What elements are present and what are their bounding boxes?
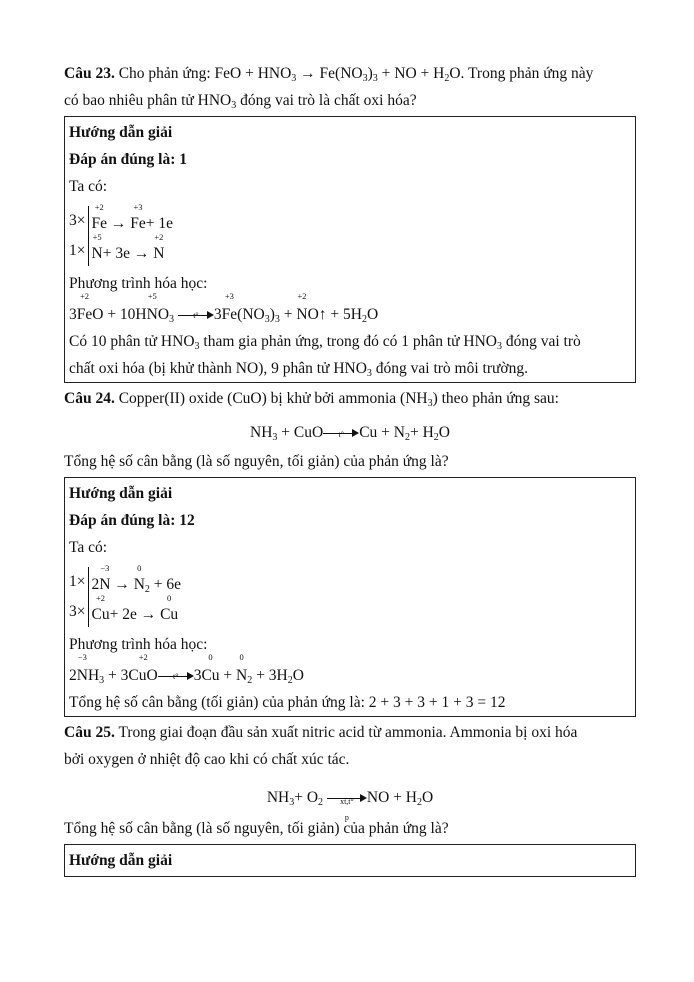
q23-electron-balance: 3× 1× +2 Fe → +3 Fe+ 1e +5 N+ 3e → +2 N <box>69 206 629 266</box>
q23-taco: Ta có: <box>69 178 108 195</box>
q24-balance-row-2: +2 Cu+ 2e → 0 Cu <box>91 593 179 623</box>
reaction-arrow: xt,t° p <box>327 793 367 803</box>
reaction-arrow: t° <box>323 428 359 438</box>
q24-balance-row-1: 2 −3 N → 0 $N_2 + 6e$ <box>91 563 182 595</box>
q24-solution-title: Hướng dẫn giải <box>69 485 173 502</box>
reaction-arrow: t° <box>178 310 214 320</box>
q23-label: Câu 23. <box>64 65 115 82</box>
q23-solution-title: Hướng dẫn giải <box>69 124 173 141</box>
q24-solution-box <box>64 477 636 717</box>
reaction-arrow: t° <box>158 671 194 681</box>
q24-pthh-label: Phương trình hóa học: <box>69 636 208 653</box>
q25-solution-box <box>64 844 636 877</box>
q23-conclusion-1: Có 10 phân tử $HNO_3$ tham gia phản ứng, trong đó có 1 phân tử $HNO_3$ đóng vai trò <box>69 333 581 352</box>
q24-taco: Ta có: <box>69 539 108 556</box>
q24-sum: Tổng hệ số cân bằng (tối giản) của phản ứng là: 2 + 3 + 3 + 1 + 3 = 12 <box>69 694 506 711</box>
q23-balance-row-2: +5 N+ 3e → +2 N <box>91 232 165 262</box>
q24-electron-balance: 1× 3× 2 −3 N → 0 $N_2 + 6e$ +2 Cu+ 2e → 0 Cu <box>69 567 629 627</box>
q24-line1: Câu 24. Copper(II) oxide (CuO) bị khử bởi ammonia $(NH_3)$ theo phản ứng sau: <box>64 390 559 409</box>
q25-line2: bởi oxygen ở nhiệt độ cao khi có chất xúc tác. <box>64 751 350 768</box>
q23-equation: 3 +2 FeO + 10H +5 $NO_3$ t° 3 +3 $Fe(NO_3)_3$ + +2 NO↑ + $5H_2O$ <box>69 291 379 325</box>
q25-solution-title: Hướng dẫn giải <box>69 852 173 869</box>
q25-label: Câu 25. <box>64 724 115 741</box>
q23-line1: Câu 23. Cho phản ứng: FeO + $HNO_3 \to Fe(NO_3)_3$ + NO + $H_2O$. Trong phản ứng này <box>64 65 594 84</box>
q24-balanced-equation: 2 −3 $NH_3 + 3C$ +2 uO t° 3 0 Cu + 0 $N_2 + 3H_2O$ <box>69 652 304 686</box>
document-page <box>64 60 636 879</box>
q23-balance-row-1: +2 Fe → +3 Fe+ 1e <box>91 202 173 232</box>
q23-answer: Đáp án đúng là: 1 <box>69 151 188 168</box>
q24-ask: Tổng hệ số cân bằng (là số nguyên, tối giản) của phản ứng là? <box>64 453 449 470</box>
q25-line1: Câu 25. Trong giai đoạn đầu sản xuất nitric acid từ ammonia. Ammonia bị oxi hóa <box>64 724 578 741</box>
q23-conclusion-2: chất oxi hóa (bị khử thành NO), 9 phân tử $HNO_3$ đóng vai trò môi trường. <box>69 360 528 379</box>
q25-equation: $NH_3+ O_2$ xt,t° p NO + $H_2O$ <box>266 789 434 823</box>
q23-line2: có bao nhiêu phân tử $HNO_3$ đóng vai trò là chất oxi hóa? <box>64 92 417 111</box>
q24-answer: Đáp án đúng là: 12 <box>69 512 195 529</box>
q24-equation: $NH_3$ + CuO t° $Cu + N_2+ H_2O$ <box>250 424 450 443</box>
q25-ask: Tổng hệ số cân bằng (là số nguyên, tối giản) của phản ứng là? <box>64 820 449 837</box>
q24-label: Câu 24. <box>64 390 115 407</box>
q23-solution-box <box>64 116 636 383</box>
q23-pthh-label: Phương trình hóa học: <box>69 275 208 292</box>
